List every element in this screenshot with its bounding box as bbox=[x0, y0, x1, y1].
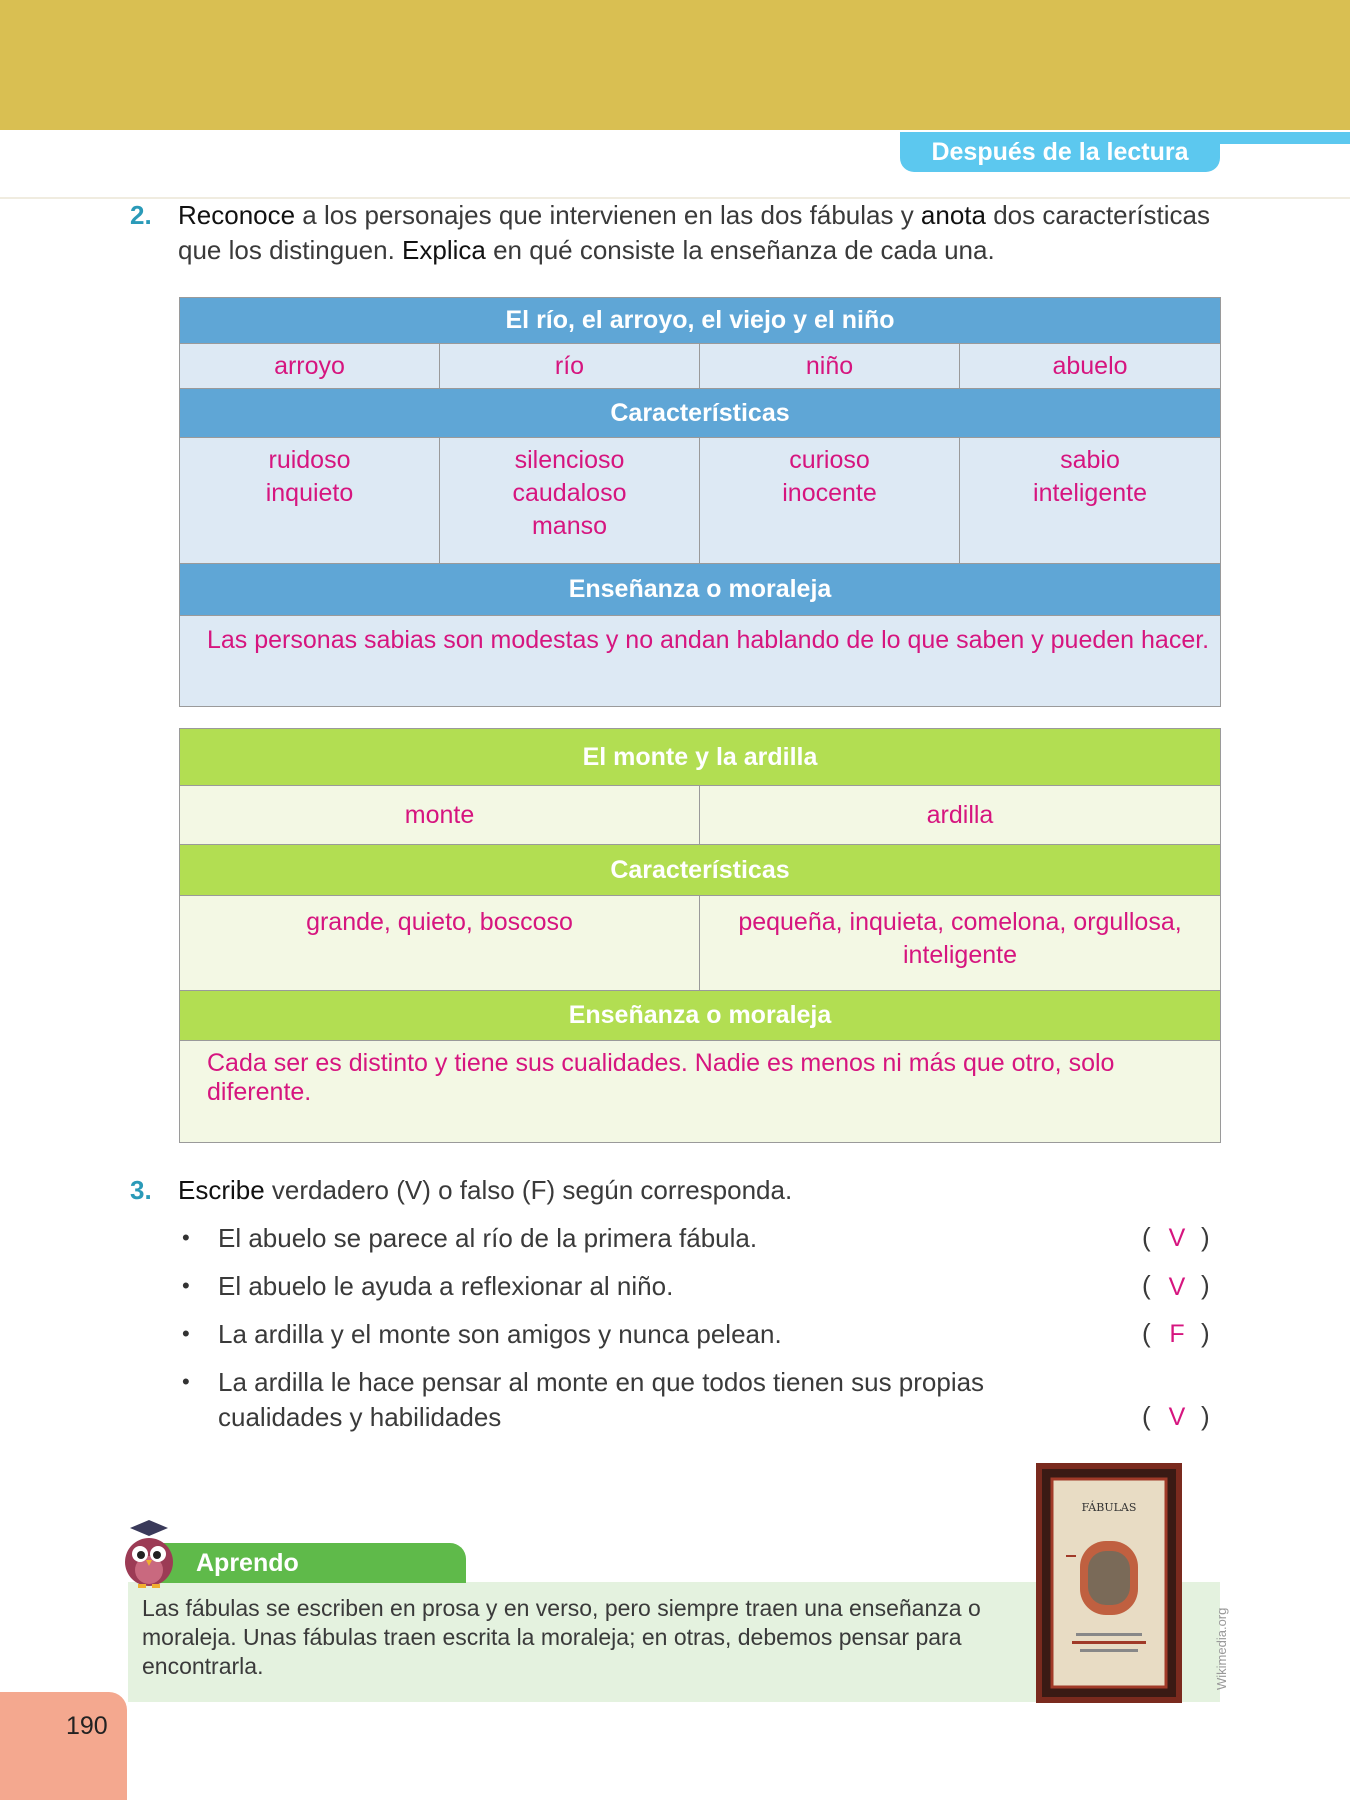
statement: El abuelo se parece al río de la primera fábula. bbox=[218, 1223, 758, 1253]
table-1-moral-header: Enseñanza o moraleja bbox=[180, 564, 1221, 616]
traits-cell: grande, quieto, boscoso bbox=[180, 896, 700, 991]
paren-open: ( bbox=[1142, 1222, 1151, 1252]
aprendo-tab bbox=[150, 1543, 466, 1583]
table-2-traits-header: Características bbox=[180, 845, 1221, 896]
bullet-icon: • bbox=[182, 1369, 190, 1394]
statement: La ardilla le hace pensar al monte en que todos tienen sus propias cualidades y habilidades bbox=[218, 1367, 985, 1432]
image-credit: Wikimedia.org bbox=[1214, 1607, 1229, 1690]
traits-cell: pequeña, inquieta, comelona, orgullosa, inteligente bbox=[700, 896, 1221, 991]
table-1-title: El río, el arroyo, el viejo y el niño bbox=[180, 298, 1221, 344]
traits-cell: silencioso caudaloso manso bbox=[440, 438, 700, 564]
question-2-number: 2. bbox=[130, 200, 152, 230]
statement: La ardilla y el monte son amigos y nunca pelean. bbox=[218, 1319, 782, 1349]
book-title: FÁBULAS bbox=[1081, 1501, 1137, 1514]
traits-cell: curioso inocente bbox=[700, 438, 960, 564]
character-cell: niño bbox=[700, 344, 960, 389]
fable-table-2 bbox=[179, 728, 1221, 1143]
table-2-moral-header: Enseñanza o moraleja bbox=[180, 991, 1221, 1041]
paren-close: ) bbox=[1201, 1318, 1210, 1348]
question-2-text bbox=[178, 198, 1278, 268]
owl-mascot-icon bbox=[116, 1518, 182, 1590]
table-2-title: El monte y la ardilla bbox=[180, 729, 1221, 786]
character-cell: arroyo bbox=[180, 344, 440, 389]
table-2-moral: Cada ser es distinto y tiene sus cualidades. Nadie es menos ni más que otro, solo diferente. bbox=[180, 1041, 1221, 1143]
section-tab bbox=[900, 132, 1220, 172]
bullet-icon: • bbox=[182, 1225, 190, 1250]
question-2-line-2: que los distinguen. Explica en qué consiste la enseñanza de cada una. bbox=[178, 235, 995, 265]
question-3-text: Escribe verdadero (V) o falso (F) según corresponda. bbox=[178, 1175, 793, 1205]
section-tab-extension bbox=[1220, 132, 1350, 144]
section-tab-label: Después de la lectura bbox=[931, 137, 1189, 166]
paren-close: ) bbox=[1201, 1222, 1210, 1252]
table-1-moral: Las personas sabias son modestas y no andan hablando de lo que saben y pueden hacer. bbox=[180, 616, 1221, 707]
bullet-icon: • bbox=[182, 1273, 190, 1298]
page-number: 190 bbox=[66, 1712, 108, 1740]
answer-field[interactable]: V bbox=[1168, 1273, 1186, 1301]
table-1-traits-header: Características bbox=[180, 389, 1221, 438]
traits-cell: sabio inteligente bbox=[960, 438, 1221, 564]
page-number-tab bbox=[0, 1692, 127, 1800]
paren-close: ) bbox=[1201, 1401, 1210, 1431]
statement: El abuelo le ayuda a reflexionar al niño. bbox=[218, 1271, 674, 1301]
top-color-band bbox=[0, 0, 1350, 130]
paren-close: ) bbox=[1201, 1270, 1210, 1300]
aprendo-title: Aprendo bbox=[196, 1548, 299, 1577]
answer-field[interactable]: V bbox=[1168, 1224, 1186, 1252]
paren-open: ( bbox=[1142, 1270, 1151, 1300]
aprendo-text: Las fábulas se escriben en prosa y en verso, pero siempre traen una enseñanza o moraleja. Unas fábulas traen escrita la moraleja; en otras, debemos pensar para encontrarla. bbox=[142, 1595, 981, 1679]
answer-field[interactable]: F bbox=[1169, 1320, 1185, 1348]
fable-table-1 bbox=[179, 297, 1221, 707]
bullet-icon: • bbox=[182, 1321, 190, 1346]
paren-open: ( bbox=[1142, 1401, 1151, 1431]
question-2-line-1: Reconoce a los personajes que intervienen en las dos fábulas y anota dos características bbox=[178, 200, 1210, 230]
character-cell: monte bbox=[180, 786, 700, 845]
book-cover-image bbox=[1036, 1463, 1182, 1703]
traits-cell: ruidoso inquieto bbox=[180, 438, 440, 564]
paren-open: ( bbox=[1142, 1318, 1151, 1348]
answer-field[interactable]: V bbox=[1168, 1403, 1186, 1431]
character-cell: río bbox=[440, 344, 700, 389]
question-3-number: 3. bbox=[130, 1175, 152, 1205]
character-cell: abuelo bbox=[960, 344, 1221, 389]
character-cell: ardilla bbox=[700, 786, 1221, 845]
